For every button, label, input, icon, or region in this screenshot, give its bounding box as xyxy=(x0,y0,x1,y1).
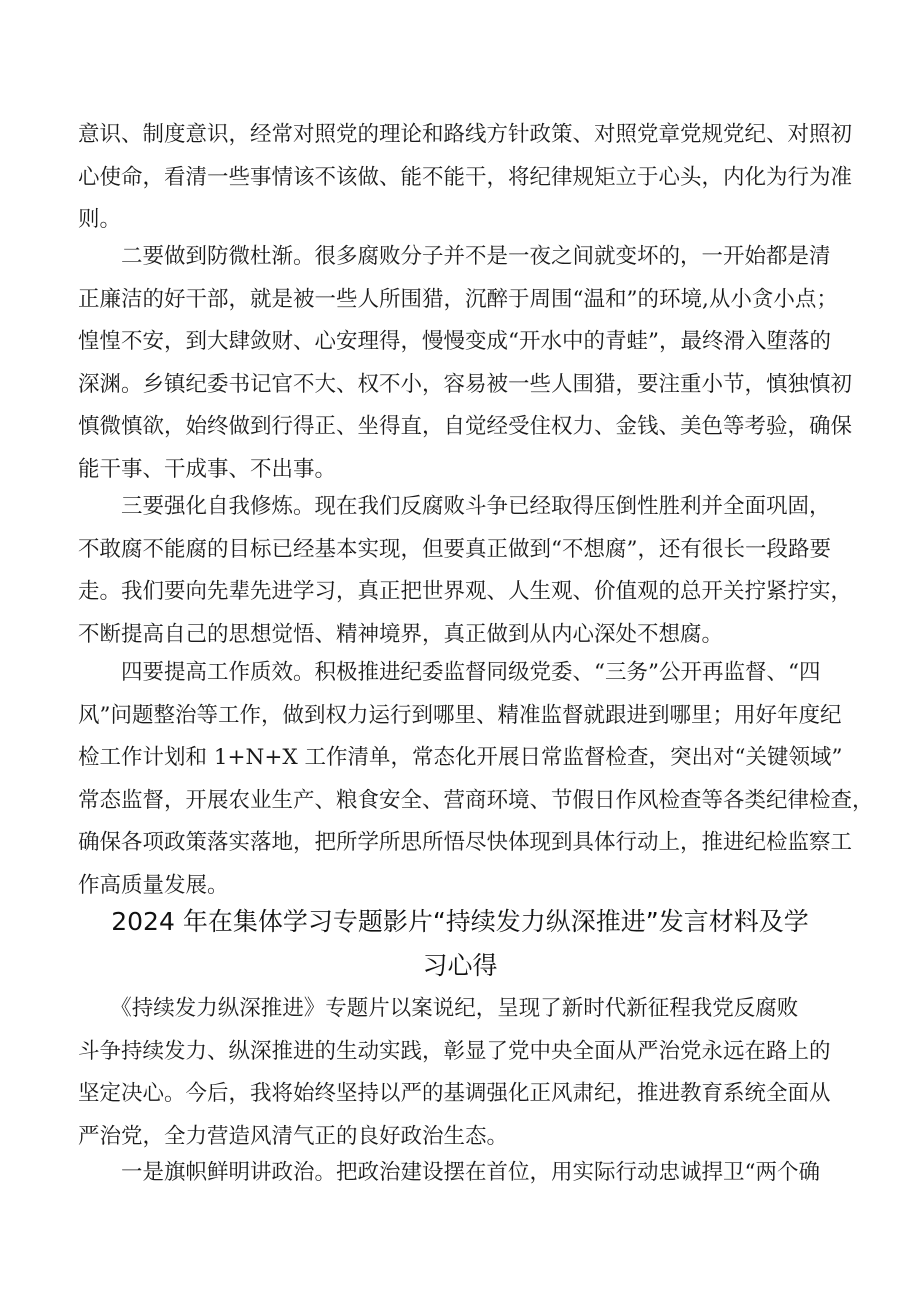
text-line: 《持续发力纵深推进》专题片以案说纪，呈现了新时代新征程我党反腐败 xyxy=(78,996,799,1021)
text-line: 严治党，全力营造风清气正的良好政治生态。 xyxy=(78,1123,509,1149)
text-line: 能干事、干成事、不出事。 xyxy=(78,456,337,482)
article-heading xyxy=(0,900,920,988)
paragraph-continuation xyxy=(78,114,852,242)
text-line: 四要提高工作质效。积极推进纪委监督同级党委、“三务”公开再监督、“四 xyxy=(78,660,821,685)
text-line: 坚定决心。今后，我将始终坚持以严的基调强化正风肃纪，推进教育系统全面从 xyxy=(78,1081,831,1106)
text-line: 二要做到防微杜渐。很多腐败分子并不是一夜之间就变坏的，一开始都是清 xyxy=(78,244,831,269)
text-line: 走。我们要向先辈先进学习，真正把世界观、人生观、价值观的总开关拧紧拧实， xyxy=(78,579,853,605)
paragraph-prevent-corruption xyxy=(78,236,852,492)
text-line: 惶惶不安，到大肆敛财、心安理得，慢慢变成“开水中的青蛙”，最终滑入堕落的 xyxy=(78,329,831,355)
paragraph-self-cultivation xyxy=(78,486,852,656)
text-line: 斗争持续发力、纵深推进的生动实践，彰显了党中央全面从严治党永远在路上的 xyxy=(78,1038,831,1064)
text-line: 检工作计划和 1+N+X 工作清单，常态化开展日常监督检查，突出对“关键领域” xyxy=(78,745,843,771)
text-line: 不断提高自己的思想觉悟、精神境界，真正做到从内心深处不想腐。 xyxy=(78,621,724,647)
text-line: 深渊。乡镇纪委书记官不大、权不小，容易被一些人围猎，要注重小节，慎独慎初 xyxy=(78,371,853,397)
paragraph-article-intro xyxy=(78,988,831,1158)
text-line: 确保各项政策落实落地，把所学所思所悟尽快体现到具体行动上，推进纪检监察工 xyxy=(78,830,853,856)
text-line: 正廉洁的好干部，就是被一些人所围猎，沉醉于周围“温和”的环境,从小贪小点； xyxy=(78,286,838,312)
text-line: 风”问题整治等工作，做到权力运行到哪里、精准监督就跟进到哪里；用好年度纪 xyxy=(78,702,842,728)
heading-line: 习心得 xyxy=(422,951,498,980)
text-line: 作高质量发展。 xyxy=(78,872,229,898)
text-line: 不敢腐不能腐的目标已经基本实现，但要真正做到“不想腐”，还有很长一段路要 xyxy=(78,536,831,562)
text-line: 一是旗帜鲜明讲政治。把政治建设摆在首位，用实际行动忠诚捍卫“两个确 xyxy=(78,1160,820,1185)
paragraph-work-efficiency xyxy=(78,652,874,908)
text-line: 常态监督，开展农业生产、粮食安全、营商环境、节假日作风检查等各类纪律检查， xyxy=(78,787,874,813)
text-line: 意识、制度意识，经常对照党的理论和路线方针政策、对照党章党规党纪、对照初 xyxy=(78,122,853,147)
text-line: 心使命，看清一些事情该不该做、能不能干，将纪律规矩立于心头，内化为行为准 xyxy=(78,164,853,190)
text-line: 则。 xyxy=(78,207,122,233)
heading-line: 2024 年在集体学习专题影片“持续发力纵深推进”发言材料及学 xyxy=(111,907,809,936)
text-line: 三要强化自我修炼。现在我们反腐败斗争已经取得压倒性胜利并全面巩固， xyxy=(78,494,831,519)
paragraph-politics xyxy=(78,1152,820,1195)
text-line: 慎微慎欲，始终做到行得正、坐得直，自觉经受住权力、金钱、美色等考验，确保 xyxy=(78,414,853,440)
